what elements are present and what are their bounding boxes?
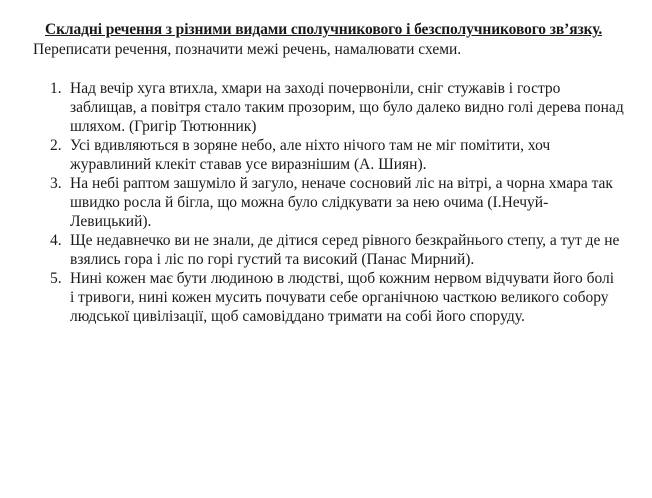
item-text-line: заблищав, а повітря стало таким прозорим, що було далеко видно голі дерева понад <box>70 99 624 116</box>
item-text-line: На небі раптом зашуміло й загуло, неначе сосновий ліс на вітрі, а чорна хмара так <box>70 175 613 192</box>
document-title: Складні речення з різними видами сполучникового і безсполучникового зв’язку. <box>45 21 603 38</box>
item-text-line: людської цивілізації, щоб самовіддано тримати на собі його споруду. <box>70 308 525 325</box>
item-number: 4. <box>50 232 62 249</box>
item-text-line: журавлиний клекіт ставав усе виразнішим (А. Шиян). <box>70 156 427 173</box>
item-text-line: Ще недавнечко ви не знали, де дітися серед рівного безкрайнього степу, а тут де не <box>70 232 620 249</box>
item-number: 3. <box>50 175 62 192</box>
item-number: 5. <box>50 270 62 287</box>
item-number: 2. <box>50 137 62 154</box>
list-item <box>50 136 630 174</box>
item-text-line: шляхом. (Григір Тютюнник) <box>70 118 257 135</box>
task-instruction: Переписати речення, позначити межі речень, намалювати схеми. <box>33 41 462 58</box>
item-number: 1. <box>50 80 62 97</box>
item-text-line: Нині кожен має бути людиною в людстві, щоб кожним нервом відчувати його болі <box>70 270 615 287</box>
list-item <box>50 231 630 269</box>
sentence-list <box>50 79 630 326</box>
item-text-line: і тривоги, нині кожен мусить почувати себе органічною часткою великого собору <box>70 289 609 306</box>
item-text-line: взялись гора і ліс по горі густий та високий (Панас Мирний). <box>70 251 475 268</box>
list-item <box>50 269 630 326</box>
list-item <box>50 174 630 231</box>
item-text-line: швидко росла й бігла, що можна було слідкувати за нею очима (І.Нечуй- <box>70 194 549 211</box>
item-text-line: Усі вдивляються в зоряне небо, але ніхто нічого там не міг помітити, хоч <box>70 137 551 154</box>
item-text-line: Над вечір хуга втихла, хмари на заході почервоніли, сніг стужавів і гостро <box>70 80 561 97</box>
list-item <box>50 79 630 136</box>
item-text-line: Левицький). <box>70 213 152 230</box>
